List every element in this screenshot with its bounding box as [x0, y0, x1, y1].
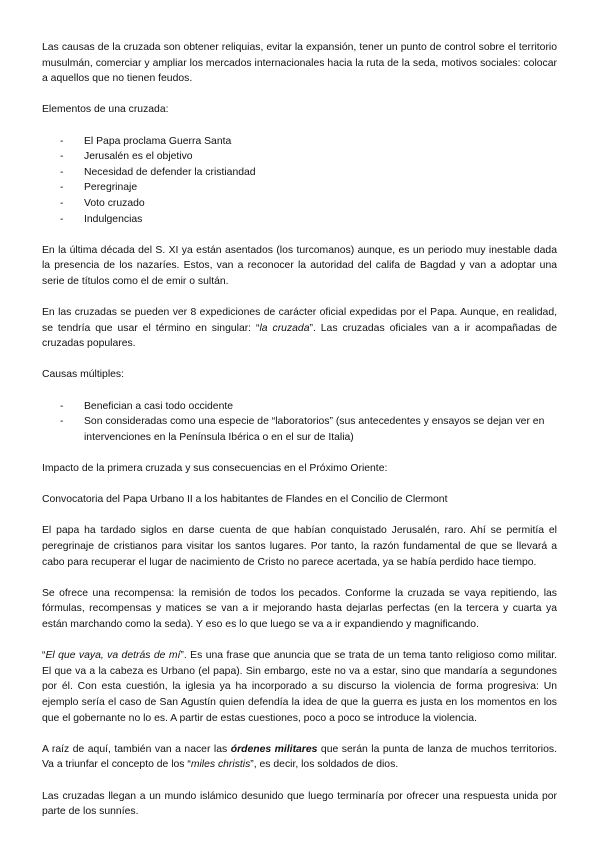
emphasis-quote: El que vaya, va detrás de mí — [45, 650, 181, 662]
list-item: - Necesidad de defender la cristiandad — [62, 165, 557, 181]
causes-list — [42, 399, 557, 446]
list-item: - Benefician a casi todo occidente — [62, 399, 557, 415]
emphasis-miles-christis: miles christis — [190, 759, 251, 771]
paragraph-quote: “El que vaya, va detrás de mí”. Es una frase que anuncia que se trata de un tema tanto religioso como militar. El que va a la cabeza es Urbano (el papa). Sin embargo, este no va a estar, sino que mandaría a segundones por él. Con esta cuestión, la iglesia ya ha incorporado a su discurso la violencia de forma progresiva: Un ejemplo sería el caso de San Agustín quien defendía la idea de que la guerra es justa en los momentos en los que el gobernante no lo es. A partir de estas cuestiones, poco a poco se introduce la violencia. — [42, 650, 558, 724]
elements-list — [42, 134, 557, 228]
bullet-dash: - — [60, 213, 64, 225]
convocation-line: Convocatoria del Papa Urbano II a los habitantes de Flandes en el Concilio de Clermont — [42, 494, 448, 506]
paragraph-jerusalem: El papa ha tardado siglos en darse cuenta de que habían conquistado Jerusalén, raro. Ahí se permitía el peregrinaje de cristianos para visitar los santos lugares. Por tanto, la razón fundamental de que se llevará a cabo para recuperar el lugar de nacimiento de Cristo no parece acertada, ya se había perdido hace tiempo. — [42, 525, 557, 568]
list-item: - Indulgencias — [62, 212, 557, 228]
list-item: - Jerusalén es el objetivo — [62, 149, 557, 165]
elements-heading: Elementos de una cruzada: — [42, 104, 169, 116]
bullet-dash: - — [60, 135, 64, 147]
bullet-dash: - — [60, 197, 64, 209]
emphasis-la-cruzada: la cruzada — [259, 322, 310, 334]
document-body — [42, 40, 557, 820]
bullet-dash: - — [60, 400, 64, 412]
list-item: - Peregrinaje — [62, 180, 557, 196]
paragraph-reward: Se ofrece una recompensa: la remisión de todos los pecados. Conforme la cruzada se vaya repitiendo, las fórmulas, recompensas y matices se van a ir mejorando hasta dejarlas perfectas (en la tercera y cuarta ya están marchando como la seda). Y eso es lo que luego se va a ir expandiendo y magnificando. — [42, 587, 557, 630]
causes-heading: Causas múltiples: — [42, 369, 125, 381]
list-item: - El Papa proclama Guerra Santa — [62, 134, 557, 150]
bullet-dash: - — [60, 166, 64, 178]
list-item: - Son consideradas como una especie de “laboratorios” (sus antecedentes y ensayos se dejan ver en intervenciones en la Península Ibérica o en el sur de Italia) — [60, 416, 545, 443]
paragraph-military-orders: A raíz de aquí, también van a nacer las órdenes militares que serán la punta de lanza de muchos territorios. Va a triunfar el concepto de los “miles christis”, es decir, los soldados de dios. — [42, 743, 557, 771]
impact-heading: Impacto de la primera cruzada y sus consecuencias en el Próximo Oriente: — [42, 463, 388, 475]
list-item: - Voto cruzado — [62, 196, 557, 212]
paragraph-turcomanos: En la última década del S. XI ya están asentados (los turcomanos) aunque, es un periodo muy inestable dada la presencia de los nazaríes. Estos, van a reconocer la autoridad del califa de Bagdad y van a adoptar una serie de títulos como el de emir o sultán. — [42, 244, 557, 287]
emphasis-ordenes-militares: órdenes militares — [230, 743, 318, 755]
bullet-dash: - — [60, 182, 64, 194]
bullet-dash: - — [60, 151, 64, 163]
paragraph-causes-intro: Las causas de la cruzada son obtener reliquias, evitar la expansión, tener un punto de control sobre el territorio musulmán, comerciar y ampliar los mercados internacionales hacia la ruta de la seda, motivos sociales: colocar a aquellos que no tienen feudos. — [42, 42, 557, 85]
paragraph-expeditions: En las cruzadas se pueden ver 8 expediciones de carácter oficial expedidas por el Papa. Aunque, en realidad, se tendría que usar el término en singular: “la cruzada”. Las cruzadas oficiales van a ir acompañadas de cruzadas populares. — [42, 307, 557, 350]
paragraph-islamic-world: Las cruzadas llegan a un mundo islámico desunido que luego terminaría por ofrecer una respuesta unida por parte de los sunníes. — [42, 790, 557, 818]
bullet-dash: - — [60, 416, 64, 428]
